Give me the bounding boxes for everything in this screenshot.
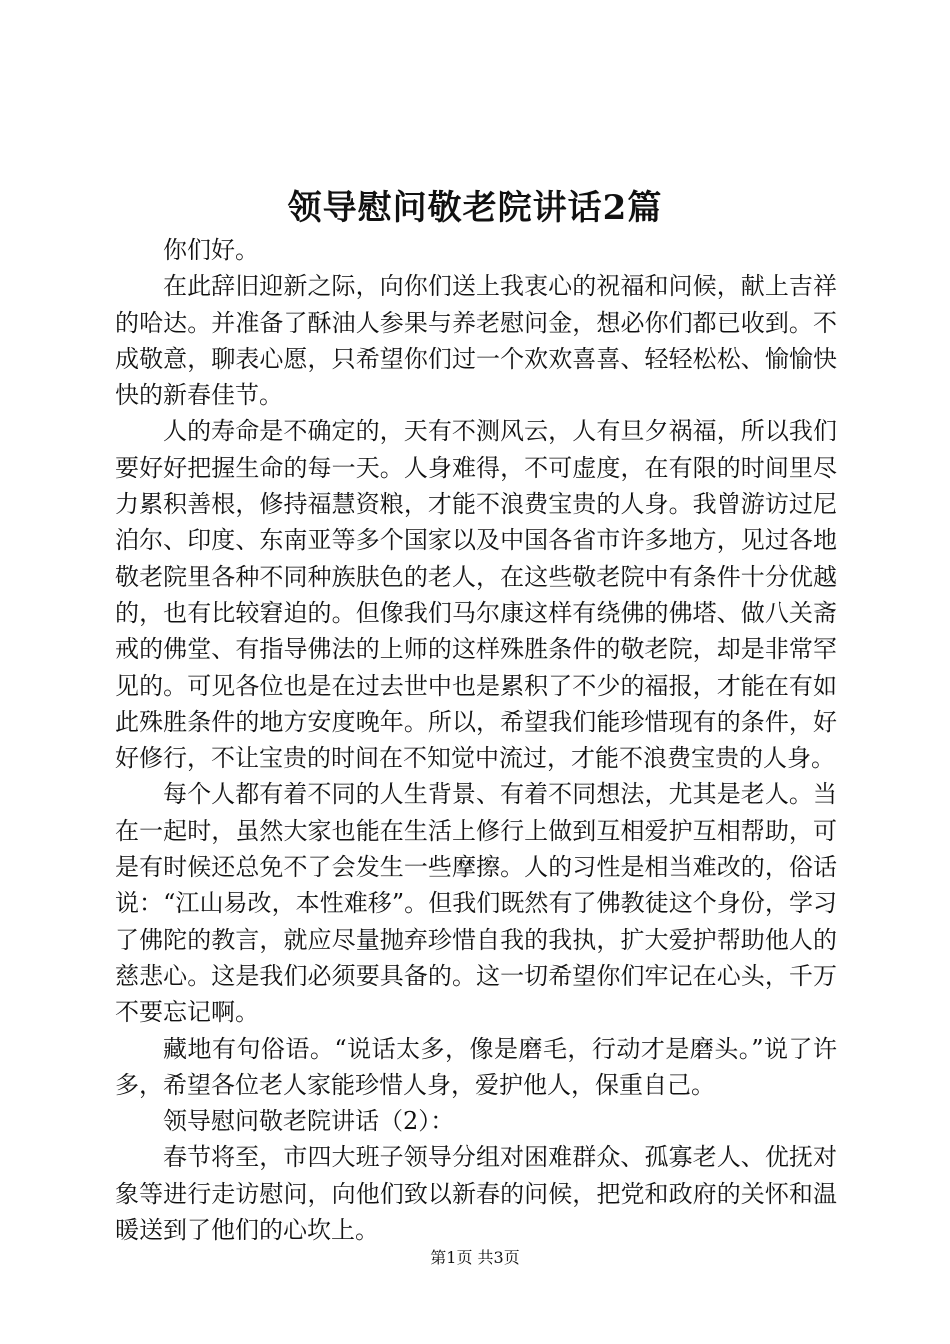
document-title: 领导慰问敬老院讲话2篇 [287,188,663,228]
document-body [115,232,837,1248]
page-footer: 第1页 共3页 [430,1248,520,1267]
paragraph-greeting: 你们好。 [163,236,259,264]
paragraph: 在此辞旧迎新之际，向你们送上我衷心的祝福和问候，献上吉祥的哈达。并准备了酥油人参果与养老慰问金，想必你们都已收到。不成敬意，聊表心愿，只希望你们过一个欢欢喜喜、轻轻松松、愉愉快快的新春佳节。 [115,272,837,410]
section-heading: 领导慰问敬老院讲话（2）： [163,1107,455,1136]
paragraph: 藏地有句俗语。“说话太多，像是磨毛，行动才是磨头。”说了许多，希望各位老人家能珍惜人身，爱护他人，保重自己。 [115,1034,837,1099]
paragraph: 人的寿命是不确定的，天有不测风云，人有旦夕祸福，所以我们要好好把握生命的每一天。人身难得，不可虚度，在有限的时间里尽力累积善根，修持福慧资粮，才能不浪费宝贵的人身。我曾游访过尼泊尔、印度、东南亚等多个国家以及中国各省市许多地方，见过各地敬老院里各种不同种族肤色的老人，在这些敬老院中有条件十分优越的，也有比较窘迫的。但像我们马尔康这样有绕佛的佛塔、做八关斋戒的佛堂、有指导佛法的上师的这样殊胜条件的敬老院，却是非常罕见的。可见各位也是在过去世中也是累积了不少的福报，才能在有如此殊胜条件的地方安度晚年。所以，希望我们能珍惜现有的条件，好好修行，不让宝贵的时间在不知觉中流过，才能不浪费宝贵的人身。 [115,417,837,773]
paragraph: 每个人都有着不同的人生背景、有着不同想法，尤其是老人。当在一起时，虽然大家也能在生活上修行上做到互相爱护互相帮助，可是有时候还总免不了会发生一些摩擦。人的习性是相当难改的，俗话说：“江山易改，本性难移”。但我们既然有了佛教徒这个身份，学习了佛陀的教言，就应尽量抛弃珍惜自我的我执，扩大爱护帮助他人的慈悲心。这是我们必须要具备的。这一切希望你们牢记在心头，千万不要忘记啊。 [115,780,837,1027]
paragraph: 春节将至，市四大班子领导分组对困难群众、孤寡老人、优抚对象等进行走访慰问，向他们致以新春的问候，把党和政府的关怀和温暖送到了他们的心坎上。 [115,1143,837,1245]
